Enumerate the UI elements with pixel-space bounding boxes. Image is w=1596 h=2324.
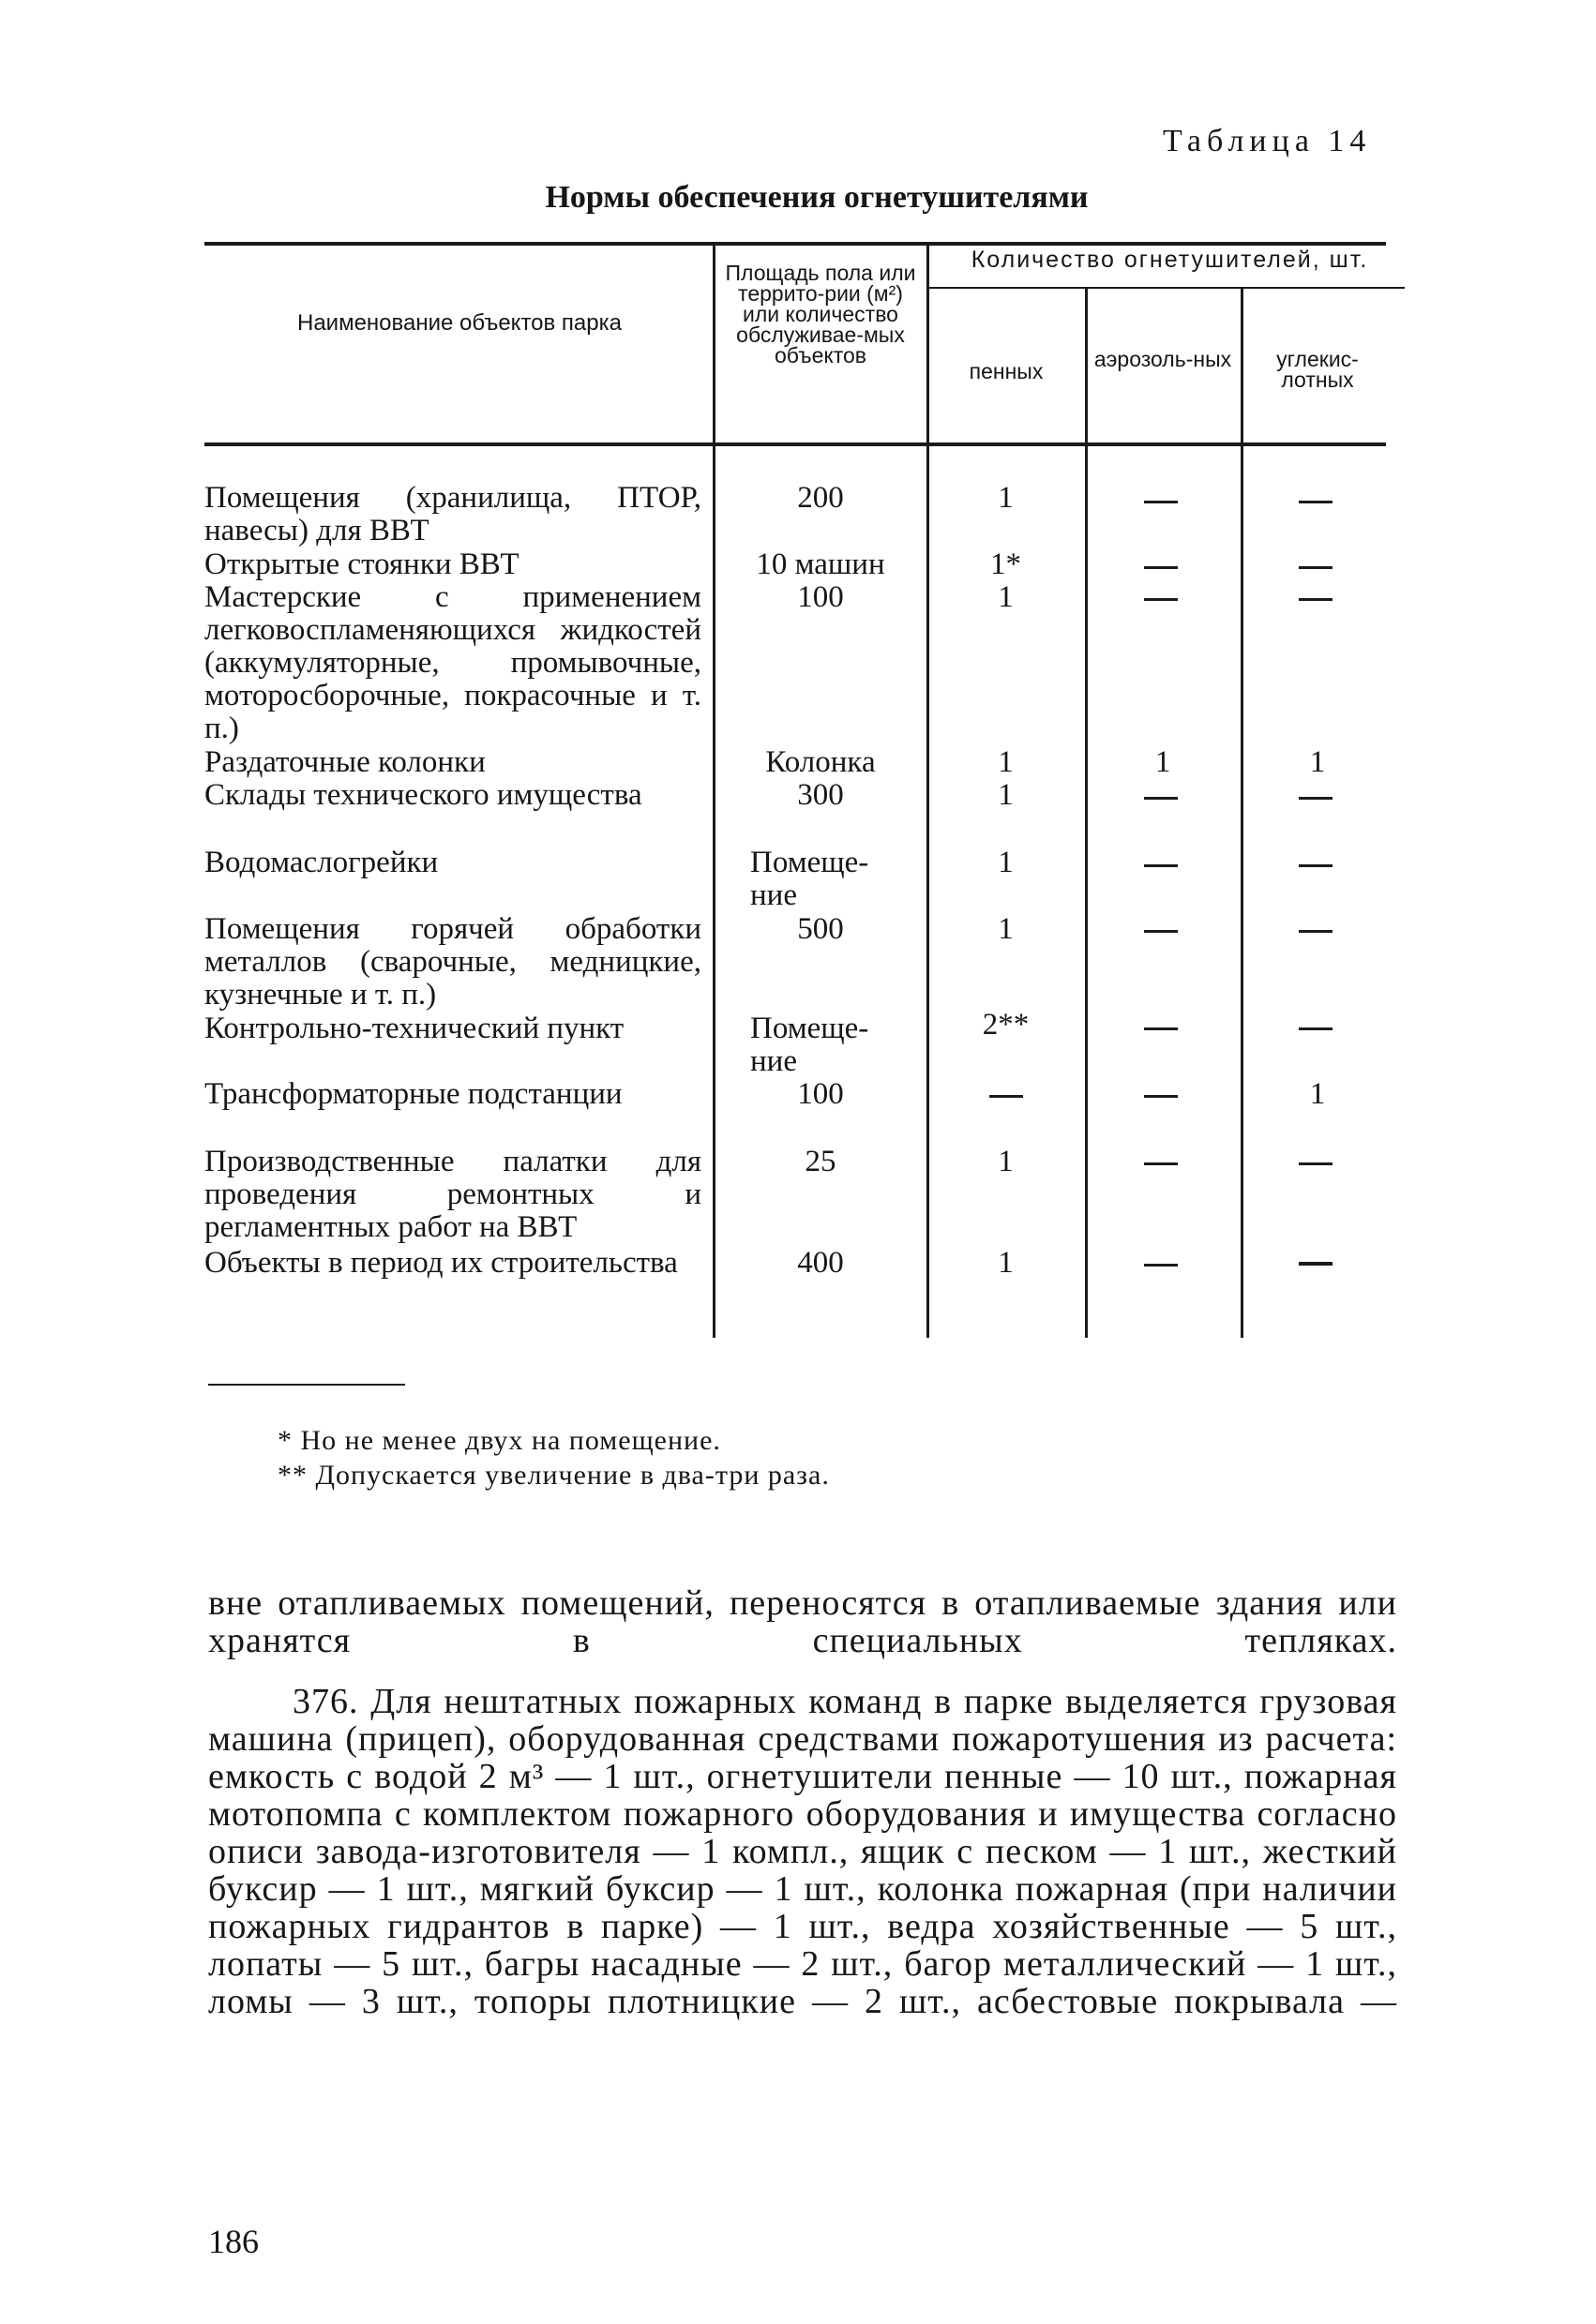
row-name: Водомаслогрейки	[204, 846, 439, 879]
row-area: Колонка	[765, 745, 876, 779]
row-foam-dash	[989, 1095, 1023, 1098]
header-bottom-rule	[204, 442, 1386, 446]
row-co2-dash	[1299, 864, 1333, 867]
table-top-rule	[204, 242, 1386, 246]
row-name: Контрольно-технический пункт	[204, 1012, 625, 1045]
row-aerosol-dash	[1144, 1162, 1178, 1165]
row-area: 10 машин	[756, 547, 885, 581]
row-co2-dash	[1299, 1027, 1333, 1030]
group-header-rule	[926, 287, 1405, 289]
row-aerosol-dash	[1144, 501, 1178, 503]
row-aerosol-dash	[1144, 864, 1178, 867]
row-name: Помещения горячей обработки металлов (сварочные, медницкие, кузнечные и т. п.)	[204, 912, 701, 1012]
row-foam: 1	[998, 778, 1014, 812]
row-co2-dash	[1299, 797, 1333, 800]
column-divider	[713, 246, 715, 1338]
column-divider	[1241, 289, 1243, 1338]
row-area: 500	[797, 912, 844, 946]
col-header-co2: углекис-лотных	[1276, 347, 1359, 392]
col-header-name: Наименование объектов парка	[296, 310, 622, 336]
row-area: 100	[797, 580, 844, 614]
row-name: Производственные палатки для проведения ремонтных и регламентных работ на ВВТ	[204, 1145, 701, 1244]
row-aerosol-dash	[1144, 797, 1178, 800]
col-header-aerosol: аэрозоль-ных	[1093, 347, 1232, 371]
row-foam: 2**	[982, 1008, 1030, 1042]
row-foam: 1	[998, 580, 1014, 614]
table-label: Таблица 14	[1163, 124, 1372, 158]
row-foam: 1	[998, 481, 1014, 515]
column-divider	[1085, 289, 1088, 1338]
row-name: Помещения (хранилища, ПТОР, навесы) для ВВТ	[204, 481, 701, 547]
row-area: Помеще-ние	[750, 1012, 869, 1078]
page-number: 186	[208, 2223, 259, 2260]
footnote: * Но не менее двух на помещение.	[278, 1425, 721, 1456]
row-co2-dash	[1299, 1262, 1333, 1266]
footnote: ** Допускается увеличение в два-три раза.	[278, 1460, 830, 1491]
row-aerosol-dash	[1144, 1264, 1178, 1267]
row-aerosol-dash	[1144, 930, 1178, 933]
row-name: Трансформаторные подстанции	[204, 1077, 623, 1111]
row-name: Раздаточные колонки	[204, 745, 486, 779]
footnote-divider	[208, 1384, 405, 1386]
col-header-group: Количество огнетушителей, шт.	[971, 247, 1369, 273]
row-co2-dash	[1299, 598, 1333, 601]
row-co2-dash	[1299, 1162, 1333, 1165]
row-name: Открытые стоянки ВВТ	[204, 547, 519, 581]
row-area: 200	[797, 481, 844, 515]
col-header-area: Площадь пола или террито-рии (м²) или количество обслуживае-мых объектов	[725, 261, 916, 367]
row-co2-dash	[1299, 566, 1333, 569]
row-aerosol-dash	[1144, 598, 1178, 601]
col-header-foam: пенных	[969, 359, 1044, 383]
body-paragraph: 376. Для нештатных пожарных команд в парке выделяется грузовая машина (прицеп), оборудованная средствами пожаротушения из расчета: емкость с водой 2 м³ — 1 шт., огнетушители пенные — 10 шт., пожарная мотопомпа с комплектом пожарного оборудования и имущества согласно описи завода-изготовителя — 1 компл., ящик с песком — 1 шт., жесткий буксир — 1 шт., мягкий буксир — 1 шт., колонка пожарная (при наличии пожарных гидрантов в парке) — 1 шт., ведра хозяйственные — 5 шт., лопаты — 5 шт., багры насадные — 2 шт., багор металлический — 1 шт., ломы — 3 шт., топоры плотницкие — 2 шт., асбестовые покрывала —	[208, 1682, 1397, 2021]
row-co2: 1	[1309, 745, 1326, 779]
row-co2: 1	[1309, 1077, 1326, 1111]
row-co2-dash	[1299, 501, 1333, 503]
row-area: 25	[805, 1145, 836, 1178]
row-foam: 1	[998, 1246, 1014, 1280]
row-foam: 1	[998, 1145, 1014, 1178]
row-area: 100	[797, 1077, 844, 1111]
body-paragraph: вне отапливаемых помещений, переносятся в отапливаемые здания или хранятся в специальных тепляках.	[208, 1583, 1397, 1660]
row-foam: 1	[998, 745, 1014, 779]
row-name: Склады технического имущества	[204, 778, 642, 812]
row-foam: 1*	[990, 547, 1021, 581]
table-title: Нормы обеспечения огнетушителями	[545, 180, 1089, 215]
row-foam: 1	[998, 846, 1014, 879]
row-aerosol: 1	[1154, 745, 1171, 779]
row-co2-dash	[1299, 930, 1333, 933]
row-area: 300	[797, 778, 844, 812]
column-divider	[926, 246, 929, 1338]
row-foam: 1	[998, 912, 1014, 946]
row-aerosol-dash	[1144, 1027, 1178, 1030]
row-area: Помеще-ние	[750, 846, 869, 912]
row-area: 400	[797, 1246, 844, 1280]
row-name: Объекты в период их строительства	[204, 1246, 678, 1280]
row-name: Мастерские с применением легковоспламеняющихся жидкостей (аккумуляторные, промывочные, моторосборочные, покрасочные и т. п.)	[204, 580, 701, 745]
row-aerosol-dash	[1144, 1095, 1178, 1098]
row-aerosol-dash	[1144, 566, 1178, 569]
